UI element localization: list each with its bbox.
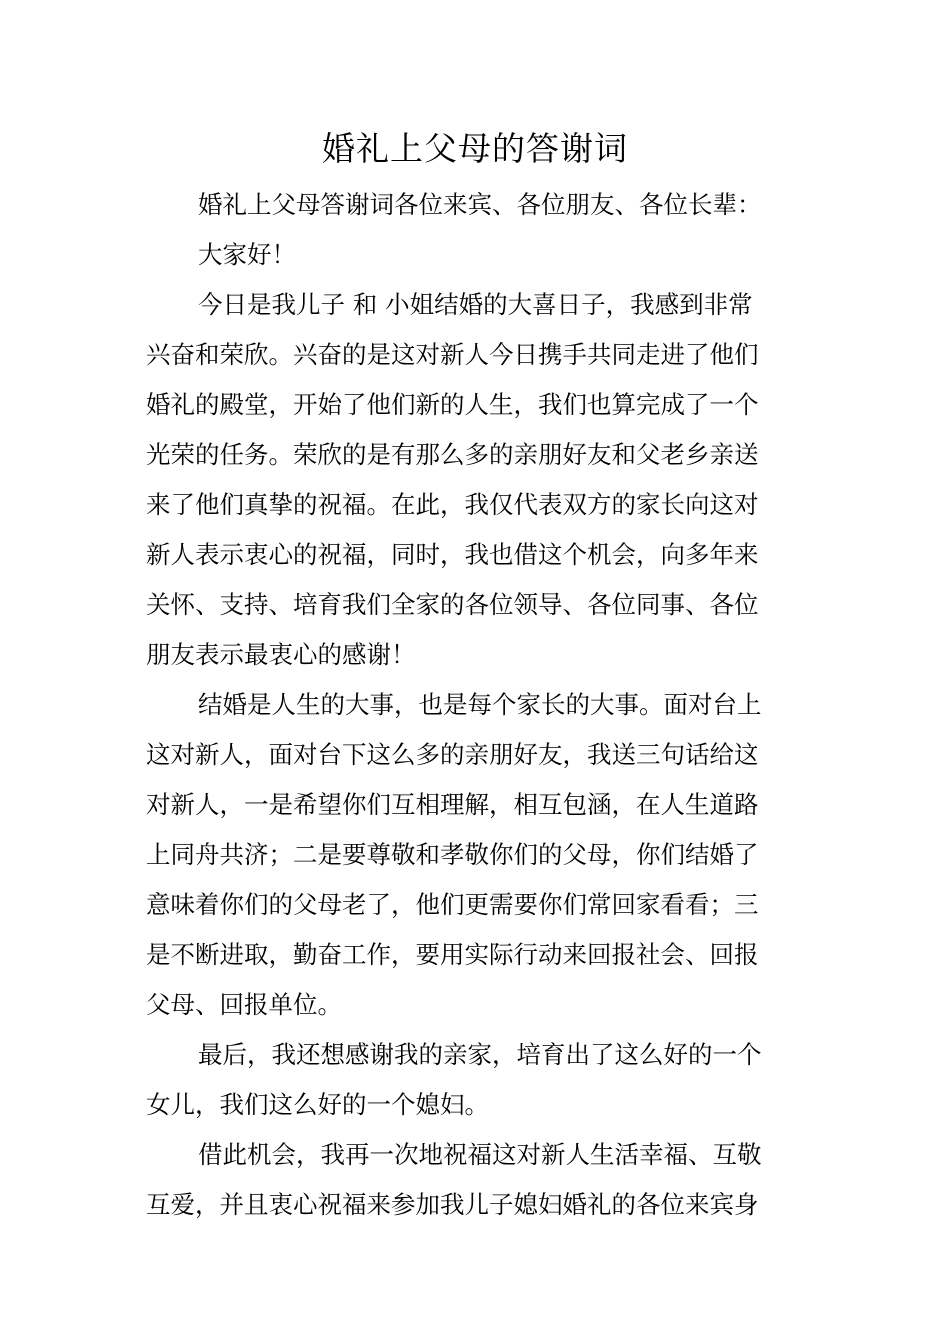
body-line: 大家好！ bbox=[198, 240, 296, 269]
body-line: 父母、回报单位。 bbox=[146, 990, 342, 1019]
body-line: 婚礼的殿堂，开始了他们新的人生，我们也算完成了一个 bbox=[146, 390, 759, 419]
body-line: 朋友表示最衷心的感谢！ bbox=[146, 640, 416, 669]
body-line: 互爱，并且衷心祝福来参加我儿子媳妇婚礼的各位来宾身 bbox=[146, 1190, 759, 1219]
body-line: 这对新人，面对台下这么多的亲朋好友，我送三句话给这 bbox=[146, 740, 759, 769]
body-line: 婚礼上父母答谢词各位来宾、各位朋友、各位长辈： bbox=[198, 190, 762, 219]
body-line: 最后，我还想感谢我的亲家，培育出了这么好的一个 bbox=[198, 1040, 762, 1069]
body-line: 女儿，我们这么好的一个媳妇。 bbox=[146, 1090, 489, 1119]
body-line: 上同舟共济；二是要尊敬和孝敬你们的父母，你们结婚了 bbox=[146, 840, 759, 869]
document-title: 婚礼上父母的答谢词 bbox=[322, 129, 628, 168]
body-line: 是不断进取，勤奋工作，要用实际行动来回报社会、回报 bbox=[146, 940, 759, 969]
body-line: 今日是我儿子 和 小姐结婚的大喜日子，我感到非常 bbox=[198, 290, 753, 319]
body-line: 新人表示衷心的祝福，同时，我也借这个机会，向多年来 bbox=[146, 540, 759, 569]
body-line: 结婚是人生的大事，也是每个家长的大事。面对台上 bbox=[198, 690, 762, 719]
body-line: 对新人，一是希望你们互相理解，相互包涵，在人生道路 bbox=[146, 790, 759, 819]
body-line: 兴奋和荣欣。兴奋的是这对新人今日携手共同走进了他们 bbox=[146, 340, 759, 369]
body-line: 光荣的任务。荣欣的是有那么多的亲朋好友和父老乡亲送 bbox=[146, 440, 759, 469]
body-line: 来了他们真挚的祝福。在此，我仅代表双方的家长向这对 bbox=[146, 490, 759, 519]
body-line: 借此机会，我再一次地祝福这对新人生活幸福、互敬 bbox=[198, 1140, 762, 1169]
document-body bbox=[146, 180, 806, 1230]
body-line: 意味着你们的父母老了，他们更需要你们常回家看看；三 bbox=[146, 890, 759, 919]
body-line: 关怀、支持、培育我们全家的各位领导、各位同事、各位 bbox=[146, 590, 759, 619]
